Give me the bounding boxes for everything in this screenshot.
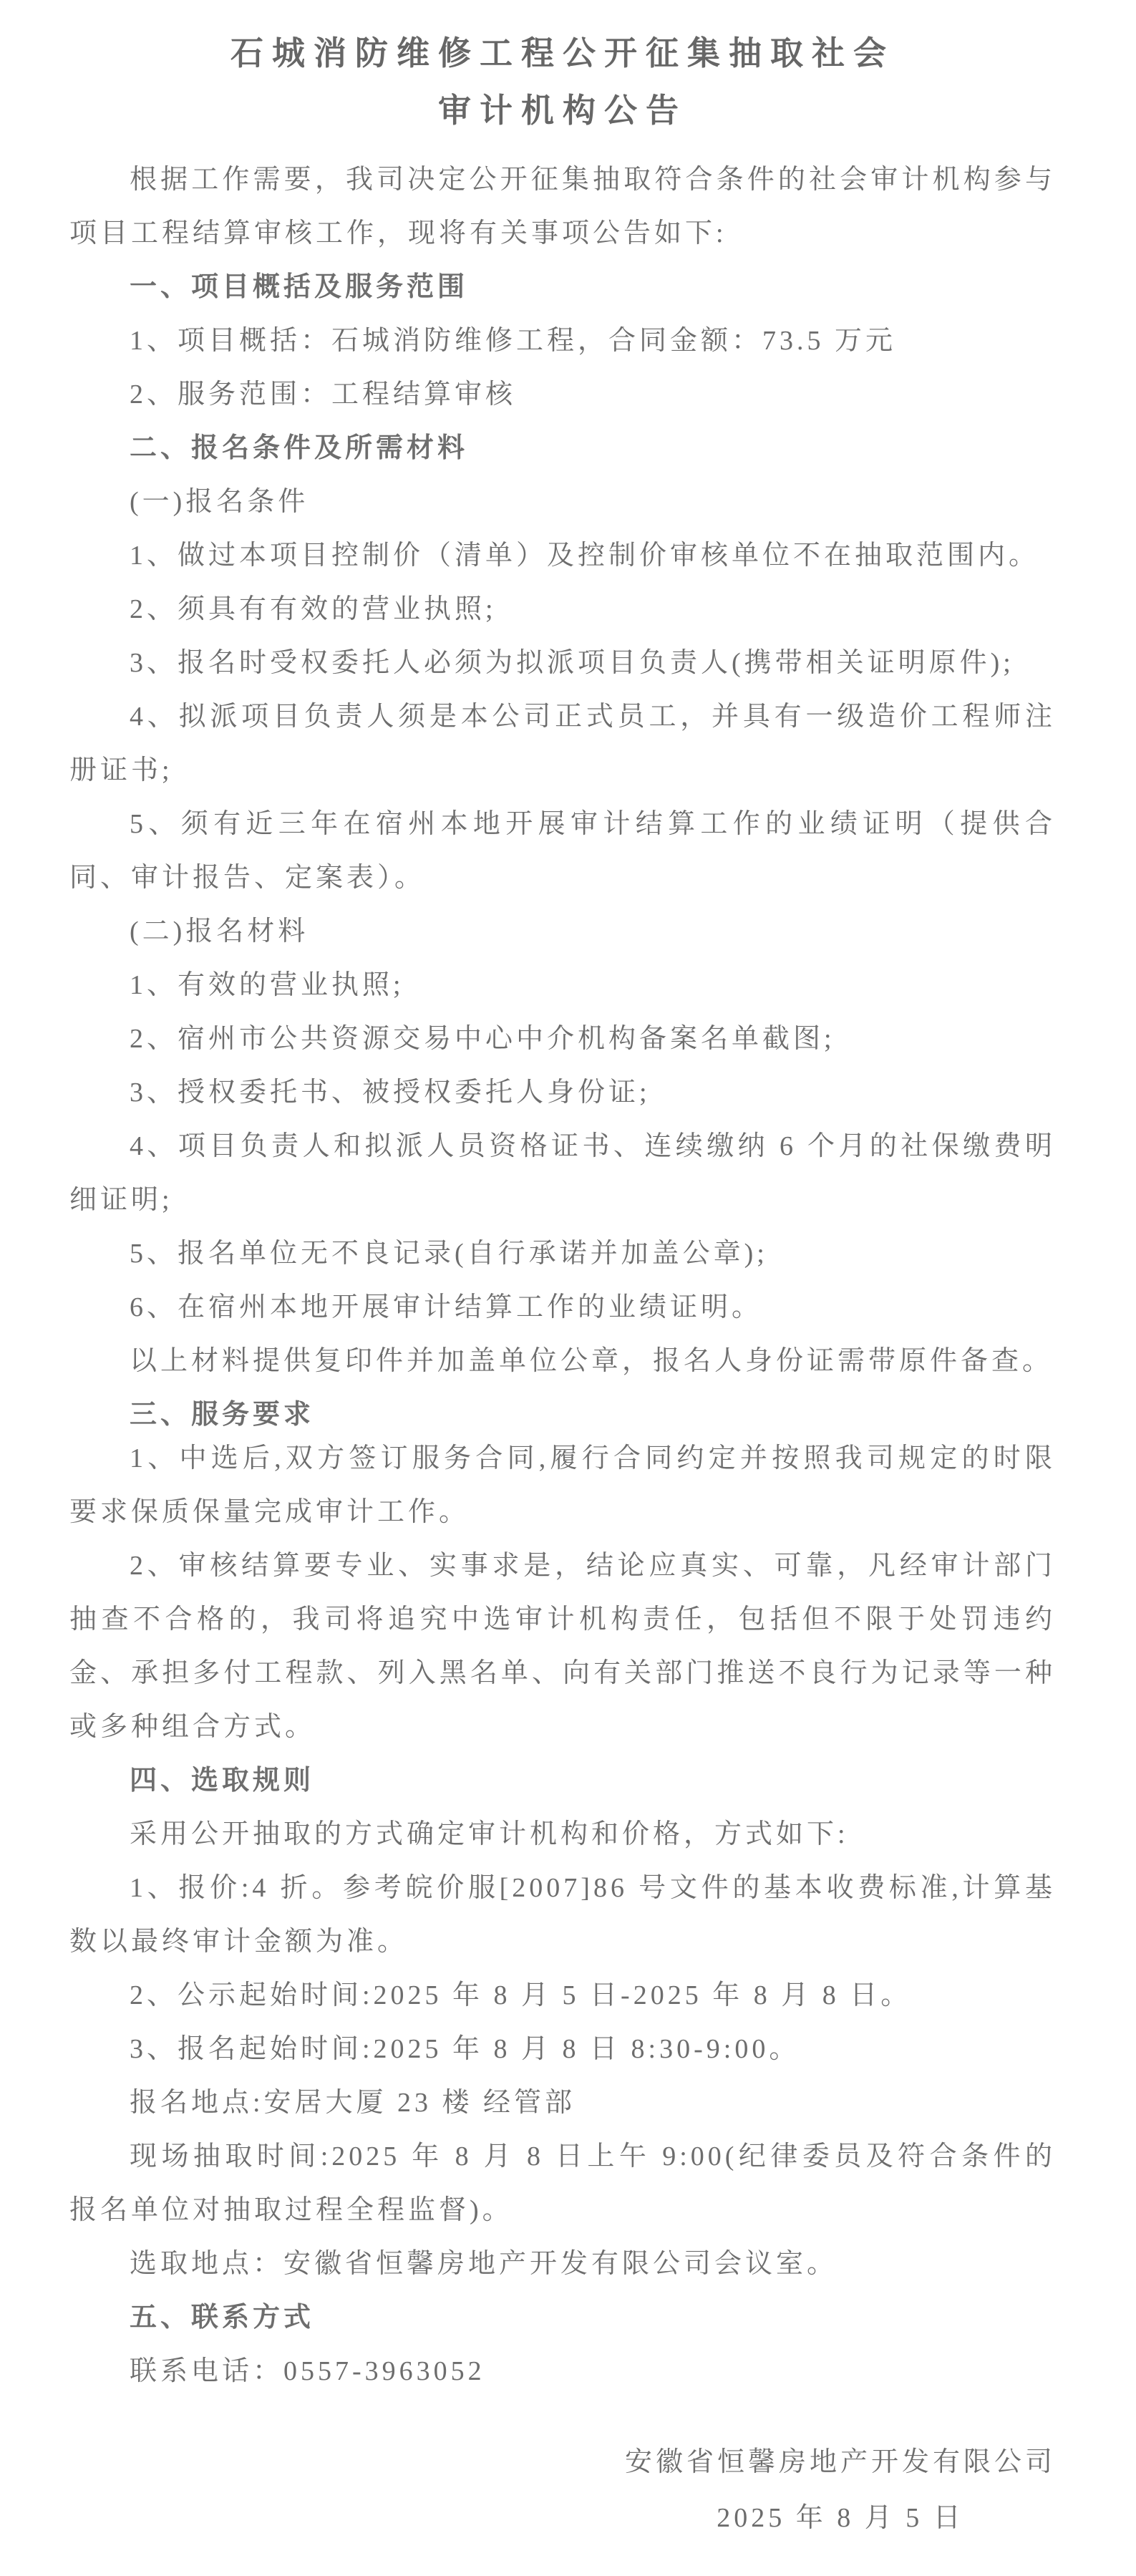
condition-item-5: 5、须有近三年在宿州本地开展审计结算工作的业绩证明（提供合同、审计报告、定案表）。 [69,809,1056,893]
material-item-1: 1、有效的营业执照; [130,970,404,1000]
material-item-5: 5、报名单位无不良记录(自行承诺并加盖公章); [130,1239,768,1269]
onsite-draw-time-line: 现场抽取时间:2025 年 8 月 8 日上午 9:00(纪律委员及符合条件的报名单位对抽取过程全程监督)。 [69,2141,1056,2225]
material-item-3: 3、授权委托书、被授权委托人身份证; [130,1078,651,1108]
page-title [69,24,1056,139]
signature-inner [625,2434,1056,2546]
section-4-heading: 四、选取规则 [130,1766,315,1796]
selection-rule-item-2: 2、公示起始时间:2025 年 8 月 5 日-2025 年 8 月 8 日。 [130,1980,912,2010]
service-requirement-item-1: 1、中选后,双方签订服务合同,履行合同约定并按照我司规定的时限要求保质保量完成审计工作。 [69,1443,1056,1527]
selection-location-line: 选取地点：安徽省恒馨房地产开发有限公司会议室。 [130,2249,838,2279]
condition-item-3: 3、报名时受权委托人必须为拟派项目负责人(携带相关证明原件); [130,648,1014,678]
materials-note: 以上材料提供复印件并加盖单位公章，报名人身份证需带原件备查。 [130,1346,1054,1376]
materials-subsection-heading: (二)报名材料 [130,916,309,946]
selection-method-intro: 采用公开抽取的方式确定审计机构和价格，方式如下: [130,1819,849,1849]
page-title-line2: 审计机构公告 [438,92,687,129]
material-item-4: 4、项目负责人和拟派人员资格证书、连续缴纳 6 个月的社保缴费明细证明; [69,1131,1056,1215]
page-title-line1: 石城消防维修工程公开征集抽取社会 [230,34,895,72]
condition-item-4: 4、拟派项目负责人须是本公司正式员工，并具有一级造价工程师注册证书; [69,702,1056,785]
section-5-heading: 五、联系方式 [130,2303,315,2333]
intro-paragraph: 根据工作需要，我司决定公开征集抽取符合条件的社会审计机构参与项目工程结算审核工作，现将有关事项公告如下: [69,165,1056,248]
material-item-2: 2、宿州市公共资源交易中心中介机构备案名单截图; [130,1024,835,1054]
section-3-heading: 三、服务要求 [130,1400,315,1430]
conditions-subsection-heading: (一)报名条件 [130,487,309,517]
service-scope-item: 2、服务范围：工程结算审核 [130,379,517,410]
section-2-heading: 二、报名条件及所需材料 [130,433,469,463]
contact-phone-line: 联系电话：0557-3963052 [130,2356,485,2386]
signature-block [69,2434,1056,2546]
selection-rule-item-3: 3、报名起始时间:2025 年 8 月 8 日 8:30-9:00。 [130,2034,800,2064]
material-item-6: 6、在宿州本地开展审计结算工作的业绩证明。 [130,1292,763,1322]
section-1-heading: 一、项目概括及服务范围 [130,272,469,302]
project-overview-item: 1、项目概括：石城消防维修工程，合同金额：73.5 万元 [130,326,897,356]
selection-rule-item-1: 1、报价:4 折。参考皖价服[2007]86 号文件的基本收费标准,计算基数以最终审计金额为准。 [69,1873,1056,1957]
issuer-name: 安徽省恒馨房地产开发有限公司 [624,2447,1056,2477]
condition-item-1: 1、做过本项目控制价（清单）及控制价审核单位不在抽取范围内。 [130,541,1040,571]
signup-location-line: 报名地点:安居大厦 23 楼 经管部 [130,2088,576,2118]
condition-item-2: 2、须具有有效的营业执照; [130,594,497,624]
service-requirement-item-2: 2、审核结算要专业、实事求是，结论应真实、可靠，凡经审计部门抽查不合格的，我司将追究中选审计机构责任，包括但不限于处罚违约金、承担多付工程款、列入黑名单、向有关部门推送不良行为记录等一种或多种组合方式。 [69,1551,1056,1742]
document-body [69,153,1056,2398]
issue-date: 2025 年 8 月 5 日 [717,2503,964,2533]
